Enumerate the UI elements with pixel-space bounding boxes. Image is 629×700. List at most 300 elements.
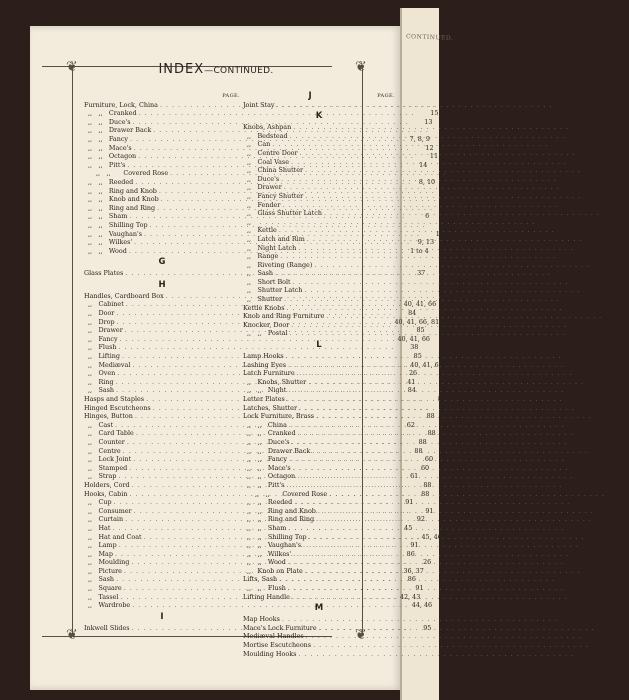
entry-page-number: 38 (410, 343, 419, 352)
index-entry (84, 117, 433, 127)
entry-page-number: 23 (596, 166, 605, 175)
entry-label: Knobs, Ashpan (243, 123, 292, 132)
ditto-mark: ,, (88, 352, 99, 361)
border-left (72, 68, 73, 634)
entry-label: Duce's (257, 174, 280, 183)
entry-page-number: 16 (580, 386, 589, 395)
entry-page-number: 8, 10 (418, 177, 436, 186)
leader-dots (303, 567, 583, 576)
entry-page-number: 30, 31 (569, 131, 590, 140)
entry-label: Oven (98, 369, 116, 378)
leader-dots (284, 352, 564, 361)
entry-label: Shutter Latch (257, 286, 303, 295)
entry-label: China (267, 420, 287, 429)
ditto-mark: ,, ,, (247, 386, 268, 395)
entry-page-number: 16 (584, 277, 593, 286)
ditto-mark: ,, (247, 252, 258, 261)
leader-dots (286, 361, 566, 370)
entry-page-number: 41 (407, 377, 416, 386)
entry-page-number: 16 (596, 286, 605, 295)
letter-heading: M (314, 603, 324, 614)
ditto-mark: ,, ,, (88, 160, 109, 169)
leader-dots (316, 507, 596, 516)
entry-label: Short Bolt (257, 277, 291, 286)
entry-page-number: 8, 9 (581, 498, 595, 507)
entry-page-number: 12 (425, 143, 434, 152)
ditto-mark: ,, (88, 601, 99, 610)
ditto-mark: ,, ,, (88, 229, 109, 238)
entry-label: Card Table (98, 429, 134, 438)
entry-page-number: 1 to 5 (570, 420, 589, 429)
entry-label: Map Hooks (243, 615, 280, 624)
entry-label: Kettle (257, 226, 277, 235)
entry-page-number: 1 to 5 (441, 100, 460, 109)
entry-page-number: 10 (607, 515, 616, 524)
entry-label: Sash (257, 269, 274, 278)
ditto-mark: ,, (88, 575, 99, 584)
ditto-mark: ,, ,, (255, 489, 283, 498)
entry-label: Lock Furniture, Brass (243, 412, 315, 421)
entry-label: Consumer (98, 506, 132, 515)
ditto-mark: ,, ,, (88, 109, 109, 118)
leader-dots (296, 429, 576, 438)
entry-label: Wilkes' (267, 549, 292, 558)
leader-dots (307, 533, 587, 542)
ditto-mark: ,, ,, (88, 203, 109, 212)
ditto-mark: ,, ,, (247, 472, 268, 481)
entry-label: Riveting (Range) (257, 260, 313, 269)
entry-page-number: 88 (421, 489, 430, 498)
leader-dots (291, 464, 571, 473)
entry-label: Hat and Coat (98, 532, 142, 541)
entry-page-number: 88 (427, 429, 436, 438)
index-entry (243, 286, 605, 295)
ditto-mark: ,, ,, (247, 329, 268, 338)
entry-page-number: 27 (571, 252, 581, 261)
entry-label: Bedstead (257, 131, 288, 140)
entry-label: Latch and Rim (257, 234, 305, 243)
entry-page-number: 21 (591, 148, 600, 157)
entry-page-number: 85, 86 (445, 291, 466, 300)
corner-ornament-icon: ❦ (66, 59, 78, 75)
leader-dots (322, 209, 602, 218)
ditto-mark: ,, (88, 360, 99, 369)
leader-dots (296, 244, 576, 253)
leader-dots (282, 295, 562, 304)
leader-dots (295, 369, 575, 378)
ditto-mark: ,, (88, 420, 99, 429)
ditto-mark: ,, (247, 234, 258, 243)
page-title (30, 59, 402, 77)
ditto-mark: ,, ,, (88, 152, 109, 161)
entry-page-number: 12 (584, 463, 593, 472)
entry-page-number: 82 (582, 320, 592, 329)
entry-page-number: 86 (406, 549, 415, 558)
ditto-mark: ,, ,, (247, 558, 268, 567)
entry-page-number: 39 (579, 584, 588, 593)
leader-dots (279, 175, 559, 184)
entry-page-number: 36 (590, 649, 599, 658)
next-page-header: CONTINUED. (405, 33, 454, 42)
entry-label: Knob and Ring Furniture (243, 312, 325, 321)
leader-dots (311, 641, 591, 650)
entry-label: Door (98, 309, 115, 318)
ditto-mark: ,, (88, 326, 99, 335)
entry-label: Mace's Lock Furniture (243, 623, 317, 632)
ditto-mark: ,, ,, (96, 169, 124, 178)
entry-page-number: 37 (417, 269, 426, 278)
entry-label: Cup (98, 498, 112, 507)
entry-label: Holders, Cord (84, 480, 130, 489)
corner-ornament-icon: ❦ (355, 59, 367, 75)
entry-label: Lamp Hooks (243, 352, 284, 361)
entry-page-number: 7, 8, 9 (568, 455, 589, 464)
leader-dots (304, 632, 584, 641)
entry-page-number: 40, 41, 66 (410, 360, 443, 369)
index-entry (243, 252, 581, 261)
entry-label: Sham (267, 523, 287, 532)
leader-dots (287, 455, 567, 464)
entry-label: Tassel (98, 592, 119, 601)
leader-dots (306, 378, 586, 387)
ditto-mark: ,, (247, 226, 258, 235)
leader-dots (282, 183, 562, 192)
entry-label: Knob and Knob (108, 195, 159, 204)
entry-page-number: 60 (424, 455, 434, 464)
entry-label: Handles, Cardboard Box (84, 291, 164, 300)
leader-dots (297, 404, 577, 413)
entry-label: Moulding (98, 558, 130, 567)
entry-label: Furniture, Lock, China (84, 100, 158, 109)
ditto-mark: ,, (247, 148, 258, 157)
entry-label: Knocker, Door (243, 320, 290, 329)
entry-label: Vaughan's (267, 541, 302, 550)
entry-label: Glass Shutter Latch (257, 209, 322, 218)
index-entry (243, 649, 599, 659)
entry-label: Lifting Handle (243, 592, 290, 601)
entry-page-number: 87 (579, 360, 588, 369)
ditto-mark: ,, (88, 541, 99, 550)
leader-dots (324, 312, 604, 321)
entry-page-number: 12 (610, 623, 619, 632)
index-entry (243, 260, 615, 270)
entry-label: Fancy (267, 455, 288, 464)
entry-label: Wilkes' (108, 238, 133, 247)
entry-label: Hat (98, 523, 111, 532)
ditto-mark: ,, (88, 532, 99, 541)
index-entry (84, 334, 430, 344)
entry-label: Mace's (108, 143, 132, 152)
entry-label: Cabinet (98, 300, 124, 309)
entry-label: Cranked (108, 109, 137, 118)
leader-dots (302, 286, 582, 295)
entry-page-number: 91 (577, 352, 586, 361)
entry-label: Drawer (257, 183, 282, 192)
entry-label: Hooks, Cabin (84, 489, 128, 498)
entry-page-number: 60 (420, 463, 430, 472)
ditto-mark: ,, (247, 174, 258, 183)
entry-page-number: 32 (574, 200, 583, 209)
entry-page-number: 81 (437, 395, 446, 403)
entry-label: Ring (98, 377, 114, 386)
entry-label: Fancy Shutter (257, 191, 304, 200)
entry-page-number: 24, 25 (572, 123, 594, 132)
ditto-mark: ,, ,, (247, 506, 268, 515)
entry-label: Ring and Knob (108, 186, 157, 195)
entry-label: Ring and Knob (267, 506, 316, 515)
ditto-mark: ,, (247, 243, 258, 252)
ditto-mark: ,, (247, 260, 258, 269)
leader-dots (275, 101, 555, 110)
ditto-mark: ,, (247, 377, 258, 386)
entry-page-number: 62 (406, 420, 415, 429)
entry-page-number: 85 (416, 326, 425, 335)
entry-page-number: 87 (444, 403, 453, 412)
entry-page-number: 6 (449, 126, 454, 135)
entry-page-number: 40, 41, 66 (403, 300, 437, 309)
entry-page-number: 40, 41, 66, 81 (394, 317, 440, 326)
entry-page-number: 86 (407, 575, 416, 584)
entry-label: Can (257, 140, 271, 149)
entry-label: Fancy (108, 134, 129, 143)
leader-dots (298, 149, 578, 158)
title-sub: —CONTINUED. (204, 66, 274, 76)
entry-page-number: 96 (570, 226, 579, 235)
ditto-mark: ,, ,, (247, 420, 268, 429)
entry-label: Mace's (267, 463, 291, 472)
ditto-mark: ,, ,, (247, 429, 268, 438)
leader-dots (257, 218, 537, 227)
ditto-mark: ,, (88, 446, 99, 455)
entry-label: Fender (257, 200, 281, 209)
entry-page-number: 15 (589, 429, 598, 438)
entry-page-number: 14 (419, 160, 428, 169)
entry-label: Wardrobe (98, 601, 131, 610)
ditto-mark: ,, (247, 166, 258, 175)
ditto-mark: ,, (247, 286, 258, 295)
leader-dots (284, 481, 564, 490)
ditto-mark: ,, (88, 369, 99, 378)
entry-label: Drawer (98, 326, 123, 335)
entry-label: Sash (98, 575, 115, 584)
entry-label: Fancy (98, 334, 118, 343)
ditto-mark: ,, ,, (247, 515, 268, 524)
leader-dots (277, 226, 557, 235)
entry-label: Hinges, Button (84, 412, 133, 421)
ditto-mark: ,, ,, (88, 177, 109, 186)
entry-label: Pitt's (267, 480, 285, 489)
leader-dots (291, 550, 571, 559)
entry-label: Pitt's (108, 160, 126, 169)
entry-page-number: 16 (615, 209, 624, 218)
entry-page-number: 86 (573, 615, 582, 624)
ditto-mark: ,, (88, 472, 99, 481)
ditto-mark: ,, ,, (88, 238, 109, 247)
entry-label: Centre Door (257, 148, 298, 157)
entry-label: Flush (267, 584, 286, 593)
entry-page-number: 10 (448, 203, 457, 212)
entry-label: Octagon (267, 472, 296, 481)
entry-page-number: 7, 8, 9 (409, 134, 430, 143)
leader-dots (314, 515, 594, 524)
entry-label: Night (267, 386, 287, 395)
leader-dots (289, 158, 569, 167)
entry-page-number: 12, 19 (576, 369, 597, 378)
entry-label: Hinged Escutcheons (84, 403, 151, 412)
entry-page-number: 13 (594, 541, 603, 550)
entry-label: Glass Plates (84, 269, 124, 278)
entry-label: Flush (98, 343, 117, 352)
entry-page-number: 84 (408, 309, 417, 318)
entry-page-number: 91 (425, 506, 434, 515)
entry-page-number: 12, 13 (595, 412, 616, 421)
entry-label: Knob on Plate (257, 566, 303, 575)
ditto-mark: ,, (247, 277, 258, 286)
leader-dots (286, 386, 566, 395)
leader-dots (287, 421, 567, 430)
entry-label: Reeded (267, 498, 293, 507)
leader-dots (270, 140, 550, 149)
entry-page-number: 81 (568, 100, 577, 109)
entry-label: Square (98, 584, 122, 593)
entry-label: Strap (98, 472, 117, 481)
ditto-mark: ,, ,, (247, 455, 268, 464)
entry-label: Latch Furniture (243, 369, 295, 378)
entry-label: Vaughan's (108, 229, 143, 238)
entry-page-number: 13 (583, 437, 592, 446)
ditto-mark: ,, ,, (88, 186, 109, 195)
leader-dots (312, 261, 592, 270)
entry-label: Drawer Back (267, 446, 311, 455)
entry-page-number: 10 (609, 506, 618, 515)
leader-dots (285, 395, 565, 404)
leader-dots (278, 252, 558, 261)
ditto-mark: ,, (88, 317, 99, 326)
entry-page-number: 11 (588, 472, 598, 481)
leader-dots (286, 584, 566, 593)
leader-dots (286, 558, 566, 567)
ditto-mark: ,, (88, 429, 99, 438)
index-entry (243, 123, 594, 132)
entry-label: Mediæval Handles (243, 632, 304, 641)
ditto-mark: ,, (88, 386, 99, 395)
ditto-mark: ,, (247, 269, 258, 278)
entry-page-number: 88 (418, 437, 427, 446)
entry-page-number: 85 (413, 352, 422, 361)
entry-label: Shutter (257, 295, 283, 304)
entry-page-number: 9, 13 (576, 549, 594, 558)
entry-label: Curtain (98, 515, 124, 524)
entry-page-number: 84 (407, 386, 416, 395)
ditto-mark: ,, (88, 334, 99, 343)
leader-dots (286, 524, 566, 533)
entry-page-number: 85 (583, 592, 592, 601)
ditto-mark: ,, ,, (88, 134, 109, 143)
entry-page-number: 10 (450, 186, 459, 195)
leader-dots (288, 329, 568, 338)
entry-page-number: 66 (597, 632, 606, 641)
entry-label: Octagon (108, 152, 137, 161)
ditto-mark: ,, ,, (247, 549, 268, 558)
entry-page-number: 1 to 4 (569, 558, 588, 567)
entry-page-number: 10 (618, 312, 627, 321)
entry-page-number: 23 (596, 191, 606, 200)
entry-label: Covered Rose (123, 169, 169, 178)
entry-label: Lifting (98, 352, 120, 361)
entry-page-number: 16 (599, 377, 609, 386)
entry-label: Lock Joint (98, 455, 132, 464)
entry-page-number: 96 (578, 303, 587, 312)
entry-page-number: 61 (410, 472, 419, 481)
entry-label: Joint Stay (243, 100, 275, 109)
entry-page-number: 45 (404, 523, 413, 532)
ditto-mark: ,, ,, (247, 584, 268, 593)
entry-label: Range (257, 252, 279, 261)
entry-label: Duce's (108, 117, 131, 126)
entry-page-number: 6 (425, 212, 430, 221)
entry-page-number: 6 (608, 641, 613, 650)
leader-dots (289, 321, 569, 330)
letter-heading: H (158, 279, 166, 290)
ditto-mark: ,, (88, 549, 99, 558)
entry-page-number: 6 (608, 446, 613, 455)
entry-label: Inkwell Slides (84, 623, 130, 632)
index-entry (84, 343, 419, 352)
ditto-mark: ,, (88, 377, 99, 386)
ditto-mark: ,, ,, (247, 437, 268, 446)
entry-page-number: 63 (590, 403, 599, 412)
entry-label: Latches, Shutter (243, 403, 298, 412)
entry-page-number: 9, 13 (417, 238, 435, 247)
entry-label: Ring and Ring (108, 203, 156, 212)
letter-heading: I (160, 611, 164, 622)
entry-label: Night Latch (257, 243, 297, 252)
leader-dots (291, 278, 571, 287)
entry-label: Drawer Back (108, 126, 152, 135)
leader-dots (317, 624, 597, 633)
entry-label: China Shutter (257, 166, 304, 175)
leader-dots (290, 593, 570, 602)
leader-dots (280, 615, 560, 624)
entry-label: Drop (98, 317, 115, 326)
ditto-mark: ,, (247, 217, 258, 226)
entry-page-number: 91 (410, 541, 419, 550)
leader-dots (292, 498, 572, 507)
entry-label: Postal (267, 329, 288, 338)
ditto-mark: ,, (88, 566, 99, 575)
ditto-mark: ,, (88, 515, 99, 524)
entry-label: Kettle Knobs (243, 303, 285, 312)
entry-page-number: 96 (564, 140, 573, 149)
entry-page-number: 88 (414, 446, 423, 455)
leader-dots (327, 490, 607, 499)
title-main: INDEX (158, 62, 205, 77)
entry-label: Cranked (267, 429, 296, 438)
index-entry (243, 209, 624, 218)
ditto-mark: ,, (247, 131, 258, 140)
ditto-mark: ,, ,, (88, 143, 109, 152)
ditto-mark: ,, ,, (88, 195, 109, 204)
ditto-mark: ,, ,, (247, 523, 268, 532)
entry-label: Moulding Hooks (243, 649, 297, 658)
entry-label: Coal Vase (257, 157, 289, 166)
entry-page-number: 16 (589, 243, 599, 252)
index-entry (243, 641, 613, 650)
index-entry (243, 632, 606, 641)
leader-dots (277, 575, 557, 584)
entry-page-number: 82 (581, 329, 590, 338)
entry-page-number: 15 (596, 566, 605, 575)
